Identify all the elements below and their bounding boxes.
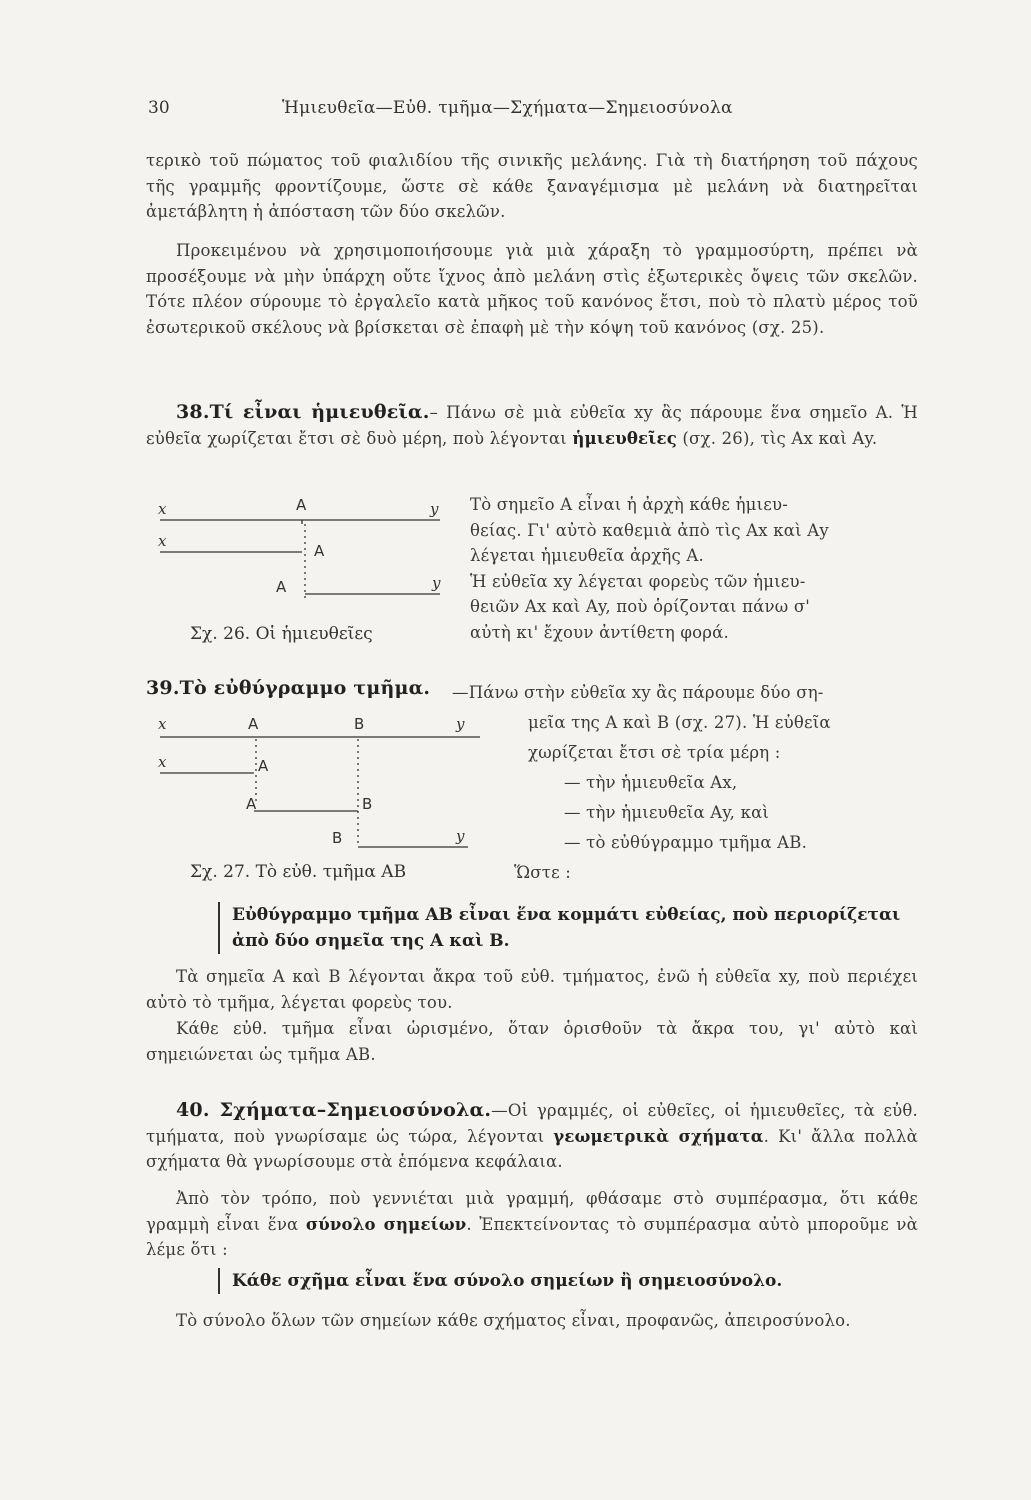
page-number: 30 (148, 98, 170, 118)
fig26-label-y-bottom: y (432, 574, 441, 592)
figure-27-caption: Σχ. 27. Τὸ εὐθ. τμῆμα ΑΒ (190, 862, 407, 882)
figure-27 (150, 705, 490, 855)
paragraph-1: τερικὸ τοῦ πώματος τοῦ φιαλιδίου τῆς σινικῆς μελάνης. Γιὰ τὴ διατήρηση τοῦ πάχους τῆς γραμμῆς φροντίζουμε, ὥστε σὲ κάθε ξαναγέμισμα μὲ μελάνη νὰ διατηρεῖται ἀμετάβλητη ἡ ἀπόσταση τῶν δύο σκελῶν. (146, 151, 918, 221)
fig27-label-A-seg: Α (246, 795, 257, 813)
section-38-heading: 38.Τί εἶναι ἡμιευθεῖα. (176, 401, 430, 423)
fig26-label-y-top: y (430, 500, 439, 518)
fig27-label-A-top: Α (248, 715, 259, 733)
section-40-intro: 40. Σχήματα–Σημειοσύνολα.—Οἱ γραμμές, οἱ εὐθεῖες, οἱ ἡμιευθεῖες, τὰ εὐθ. τμήματα, ποὺ γνωρίσαμε ὡς τώρα, λέγονται γεωμετρικὰ σχήματα. Κι' ἄλλα πολλὰ σχήματα θὰ γνωρίσουμε στὰ ἑπόμενα κεφάλαια. (146, 1099, 918, 1171)
segment-ab-line: — τὸ εὐθύγραμμο τμῆμα ΑΒ. (564, 833, 808, 852)
section-39-para-1: Τὰ σημεῖα Α καὶ Β λέγονται ἄκρα τοῦ εὐθ. τμήματος, ἐνῶ ἡ εὐθεῖα xy, ποὺ περιέχει αὐτὸ τὸ τμῆμα, λέγεται φορεὺς του. (146, 967, 918, 1012)
fig27-label-B-top: Β (354, 715, 365, 733)
figure-26 (150, 490, 470, 610)
fig26-label-A-top: Α (296, 496, 307, 514)
fig27-label-B-ray: Β (332, 829, 343, 847)
section-39-para-2: Κάθε εὐθ. τμῆμα εἶναι ὡρισμένο, ὅταν ὁρισθοῦν τὰ ἄκρα του, γι' αὐτὸ καὶ σημειώνεται ὡς τμῆμα ΑΒ. (146, 1019, 918, 1064)
paragraph-2: Προκειμένου νὰ χρησιμοποιήσουμε γιὰ μιὰ χάραξη τὸ γραμμοσύρτη, πρέπει νὰ προσέξουμε νὰ μὴν ὑπάρχη οὔτε ἴχνος ἀπὸ μελάνη στὶς ἐξωτερικὲς ὄψεις τῶν σκελῶν. Τότε πλέον σύρουμε τὸ ἐργαλεῖο κατὰ μῆκος τοῦ κανόνος ἔτσι, ποὺ τὸ πλατὺ μέρος τοῦ ἐσωτερικοῦ σκέλους νὰ βρίσκεται σὲ ἐπαφὴ μὲ τὴν κόψη τοῦ κανόνος (σχ. 25). (146, 241, 918, 337)
section-40-para-3: Τὸ σύνολο ὅλων τῶν σημείων κάθε σχήματος εἶναι, προφανῶς, ἀπειροσύνολο. (176, 1311, 851, 1330)
section-39-column: —Πάνω στὴν εὐθεῖα xy ἂς πάρουμε δύο ση- μεῖα της Α καὶ Β (σχ. 27). Ἡ εὐθεῖα χωρίζεται ἔτσι σὲ τρία μέρη : — τὴν ἡμιευθεῖα Αx, — τὴν ἡμιευθεῖα Αy, καὶ — τὸ εὐθύγραμμο τμῆμα ΑΒ. Ὥστε : (452, 678, 918, 888)
fig26-label-x-mid: x (158, 532, 167, 550)
fig27-label-A-ray: Α (258, 757, 269, 775)
term-hemiline: ἡμιευθεῖες (572, 428, 677, 448)
fig26-label-A-bottom: Α (276, 578, 287, 596)
fig27-label-y-top: y (456, 715, 465, 733)
fig27-label-y-ray: y (456, 827, 465, 845)
fig26-label-A-mid: Α (314, 542, 325, 560)
section-40-para-2: Ἀπὸ τὸν τρόπο, ποὺ γεννιέται μιὰ γραμμή, φθάσαμε στὸ συμπέρασμα, ὅτι κάθε γραμμὴ εἶναι ἕνα σύνολο σημείων. Ἐπεκτείνοντας τὸ συμπέρασμα αὐτὸ μποροῦμε νὰ λέμε ὅτι : (146, 1189, 918, 1259)
shape-definition-box: Κάθε σχῆμα εἶναι ἕνα σύνολο σημείων ἢ σημειοσύνολο. (218, 1268, 932, 1294)
fig27-label-B-seg: Β (362, 795, 373, 813)
figure-26-caption: Σχ. 26. Οἱ ἡμιευθεῖες (190, 624, 373, 644)
section-38-intro: 38.Τί εἶναι ἡμιευθεῖα.– Πάνω σὲ μιὰ εὐθεῖα xy ἂς πάρουμε ἕνα σημεῖο Α. Ἡ εὐθεῖα χωρίζεται ἔτσι σὲ δυὸ μέρη, ποὺ λέγονται ἡμιευθεῖες (σχ. 26), τὶς Αx καὶ Αy. (146, 401, 918, 448)
running-header: Ἡμιευθεῖα—Εὐθ. τμῆμα—Σχήματα—Σημειοσύνολα (282, 98, 733, 118)
section-39-heading: 39.Τὸ εὐθύγραμμο τμῆμα. (146, 677, 431, 699)
term-geometric-shapes: γεωμετρικὰ σχήματα (553, 1126, 764, 1146)
term-set-of-points: σύνολο σημείων (305, 1214, 467, 1234)
fig27-label-x-top: x (158, 715, 167, 733)
fig26-label-x-top: x (158, 500, 167, 518)
section-38-column: Τὸ σημεῖο Α εἶναι ἡ ἀρχὴ κάθε ἡμιευ- θείας. Γι' αὐτὸ καθεμιὰ ἀπὸ τὶς Αx καὶ Αy λέγεται ἡμιευθεῖα ἀρχῆς Α. Ἡ εὐθεῖα xy λέγεται φορεὺς τῶν ἡμιευ- θειῶν Αx καὶ Αy, ποὺ ὁρίζονται πάνω σ' αὐτὴ κι' ἔχουν ἀντίθετη φορά. (470, 495, 829, 642)
section-40-heading: 40. Σχήματα–Σημειοσύνολα. (176, 1099, 492, 1121)
fig27-label-x-ray: x (158, 753, 167, 771)
section-39-heading-line (146, 676, 476, 702)
segment-definition-box: Εὐθύγραμμο τμῆμα ΑΒ εἶναι ἕνα κομμάτι εὐθείας, ποὺ περιορίζεται ἀπὸ δύο σημεῖα της Α καὶ Β. (218, 902, 932, 954)
